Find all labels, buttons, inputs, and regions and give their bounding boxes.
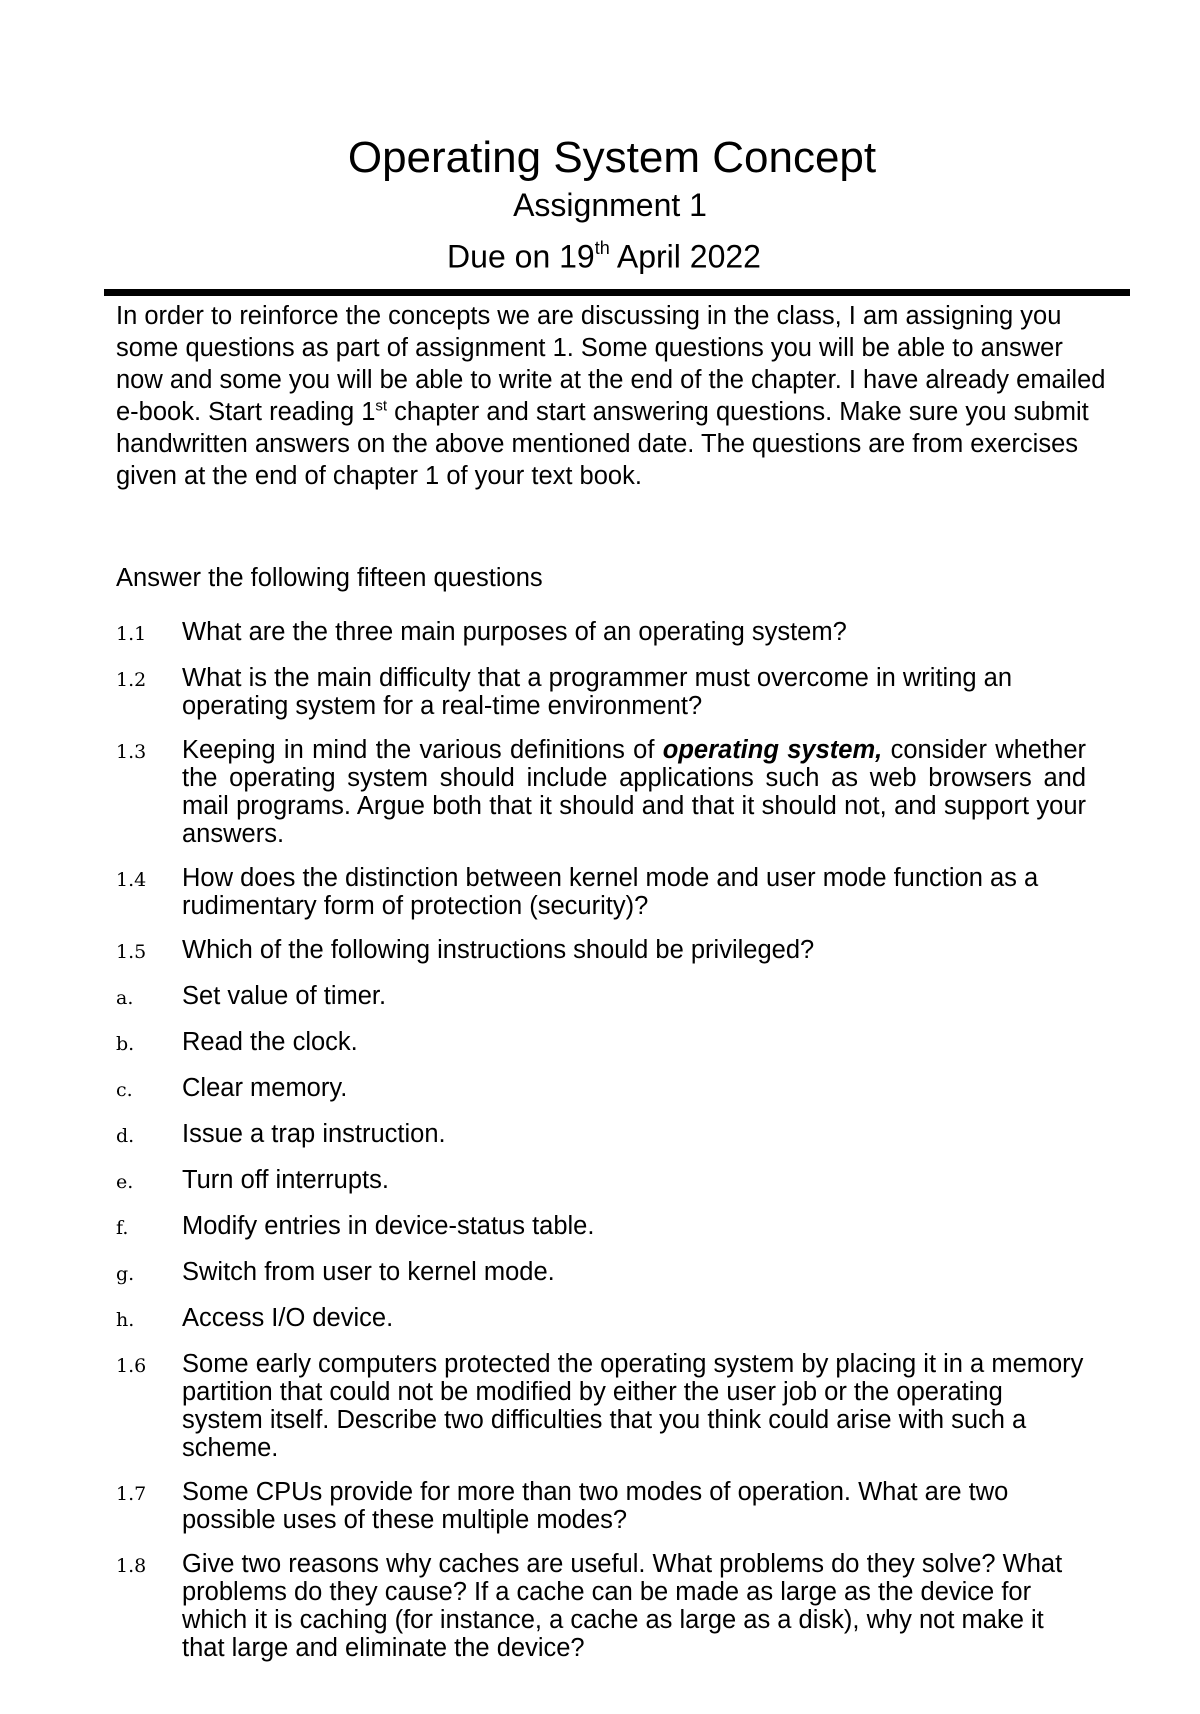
question-text: What is the main difficulty that a programmer must overcome in writing an operating system for a real-time environment? [182, 664, 1013, 720]
header-rule [104, 289, 1130, 296]
sub-question-letter: a. [116, 987, 134, 1009]
sub-question-text: Issue a trap instruction. [182, 1120, 446, 1148]
question-item [116, 664, 1086, 720]
question-number: 1.4 [116, 869, 147, 891]
question-text: Some early computers protected the operating system by placing it in a memory partition that could not be modified by either the user job or the operating system itself. Describe two difficulties that you think could arise with such a scheme. [182, 1350, 1084, 1462]
sub-question-letter: d. [116, 1125, 135, 1147]
question-text: Give two reasons why caches are useful. What problems do they solve? What problems do they cause? If a cache can be made as large as the device for which it is caching (for instance, a cache as large as a disk), why not make it that large and eliminate the device? [182, 1550, 1063, 1662]
sub-question-text: Access I/O device. [182, 1304, 394, 1332]
sub-question-item [116, 1028, 1086, 1058]
question-item [116, 618, 1086, 648]
sub-question-text: Switch from user to kernel mode. [182, 1258, 555, 1286]
intro-text-1: In order to reinforce the concepts we are discussing in the class, I am assigning you some questions as part of assignment 1. Some questions you will be able to answer now and some you will be able to write at the end of the chapter. I have already emailed e-book. Start reading 1 [116, 302, 1106, 426]
sub-question-text: Read the clock. [182, 1028, 358, 1056]
document-title: Operating System Concept [347, 133, 877, 182]
sub-question-item [116, 1304, 1086, 1334]
question-number: 1.6 [116, 1355, 147, 1377]
question-text-post: consider whether the operating system should include applications such as web browsers and mail programs. Argue both that it should and that it should not, and support your answers. [182, 736, 1086, 848]
sub-question-letter: b. [116, 1033, 135, 1055]
question-item [116, 1478, 1086, 1534]
sub-question-item [116, 1120, 1086, 1150]
sub-question-text: Modify entries in device-status table. [182, 1212, 595, 1240]
question-number: 1.7 [116, 1483, 147, 1505]
question-number: 1.3 [116, 741, 147, 763]
sub-question-text: Turn off interrupts. [182, 1166, 389, 1194]
question-item [116, 936, 1086, 966]
sub-question-text: Clear memory. [182, 1074, 348, 1102]
assignment-label: Assignment 1 [513, 187, 707, 223]
sub-question-item [116, 1212, 1086, 1242]
sub-question-text: Set value of timer. [182, 982, 387, 1010]
question-text: Some CPUs provide for more than two modes of operation. What are two possible uses of these multiple modes? [182, 1478, 1009, 1534]
sub-question-item [116, 1258, 1086, 1288]
question-number: 1.1 [116, 623, 147, 645]
question-text: How does the distinction between kernel mode and user mode function as a rudimentary form of protection (security)? [182, 864, 1039, 920]
sub-question-item [116, 1074, 1086, 1104]
question-number: 1.8 [116, 1555, 147, 1577]
sub-question-item [116, 982, 1086, 1012]
emphasized-term: operating system, [662, 736, 883, 764]
intro-text-2: chapter and start answering questions. Make sure you submit handwritten answers on the above mentioned date. The questions are from exercises given at the end of chapter 1 of your text book. [116, 398, 1089, 490]
question-item [116, 736, 1086, 848]
sub-question-letter: e. [116, 1171, 134, 1193]
question-number: 1.2 [116, 669, 147, 691]
sub-question-item [116, 1166, 1086, 1196]
instruction-text: Answer the following fifteen questions [116, 564, 543, 592]
question-item [116, 864, 1086, 920]
intro-paragraph [116, 300, 1116, 492]
question-list [116, 618, 1086, 1678]
due-suffix: April 2022 [609, 238, 761, 275]
due-date [4, 230, 1200, 277]
due-prefix: Due on 19 [447, 238, 595, 275]
question-text-pre: Keeping in mind the various definitions of [182, 736, 663, 764]
question-text [182, 736, 1086, 848]
question-number: 1.5 [116, 941, 147, 963]
question-text: Which of the following instructions should be privileged? [182, 936, 815, 964]
question-item [116, 1350, 1086, 1462]
due-superscript: th [594, 238, 610, 258]
sub-question-letter: g. [116, 1263, 135, 1285]
sub-question-letter: c. [116, 1079, 133, 1101]
intro-superscript: st [375, 397, 388, 415]
question-item [116, 1550, 1086, 1662]
sub-question-letter: h. [116, 1309, 135, 1331]
sub-question-letter: f. [116, 1217, 129, 1239]
question-text: What are the three main purposes of an operating system? [182, 618, 847, 646]
